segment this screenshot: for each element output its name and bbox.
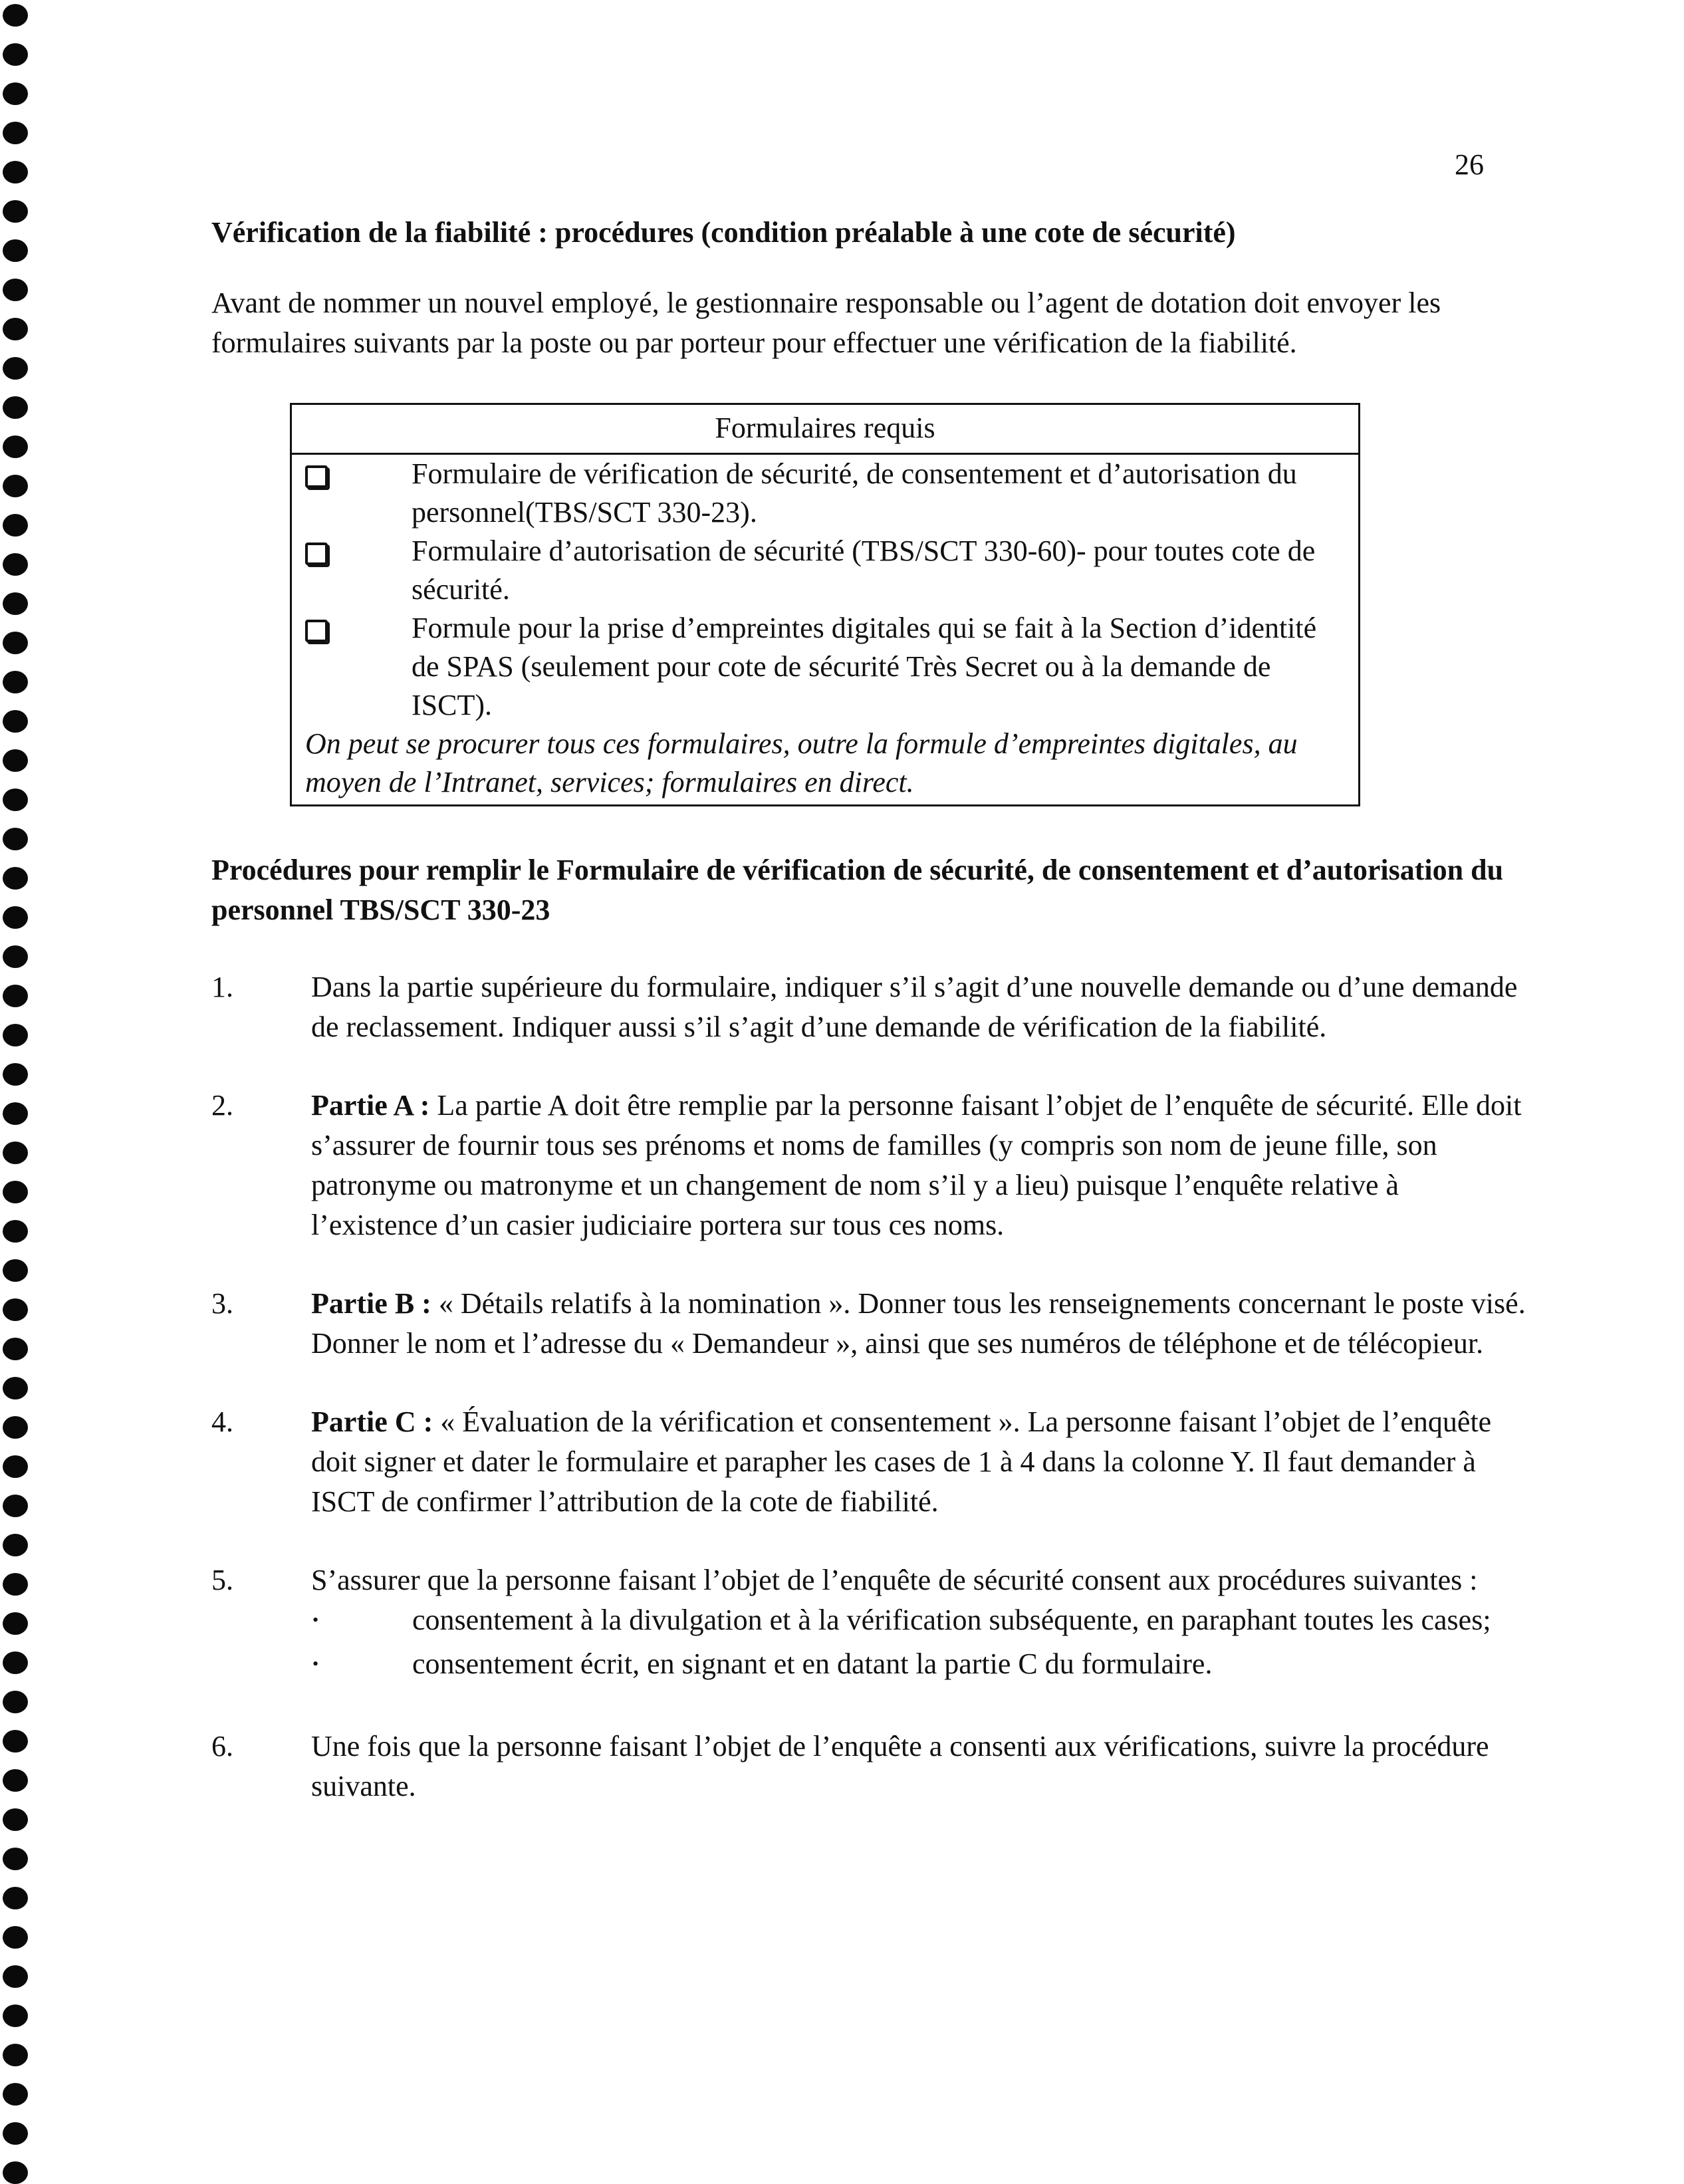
step-label: Partie B : [311, 1287, 431, 1320]
binder-hole-icon [3, 200, 28, 223]
binder-hole-icon [3, 1691, 28, 1713]
step-body [311, 1284, 1528, 1364]
binder-hole-icon [3, 985, 28, 1007]
procedure-step [211, 1402, 1528, 1522]
step-text: Une fois que la personne faisant l’objet de l’enquête a consenti aux vérifications, suivre la procédure suivante. [311, 1730, 1489, 1802]
section-title: Vérification de la fiabilité : procédures (condition préalable à une cote de sécurité) [211, 216, 1236, 249]
step-text: « Évaluation de la vérification et consentement ». La personne faisant l’objet de l’enquête doit signer et dater le formulaire et parapher les cases de 1 à 4 dans la colonne Y. Il faut demander à ISCT de confirmer l’attribution de la cote de fiabilité. [311, 1405, 1492, 1518]
consent-bullets [311, 1600, 1528, 1688]
binder-hole-icon [3, 239, 28, 262]
checkbox-icon [305, 465, 328, 488]
page-number: 26 [1455, 148, 1484, 181]
step-label: Partie A : [311, 1089, 430, 1122]
procedures-heading: Procédures pour remplir le Formulaire de vérification de sécurité, de consentement et d’autorisation du personnel TBS/SCT 330-23 [211, 854, 1504, 926]
binder-hole-icon [3, 1808, 28, 1831]
form-item-text: Formulaire de vérification de sécurité, de consentement et d’autorisation du personnel(TBS/SCT 330-23). [412, 457, 1297, 529]
binder-hole-icon [3, 514, 28, 537]
step-body [311, 1560, 1528, 1688]
binder-hole-icon [3, 1298, 28, 1321]
binder-hole-icon [3, 279, 28, 301]
bullet-text: consentement écrit, en signant et en datant la partie C du formulaire. [412, 1647, 1213, 1680]
binder-hole-icon [3, 867, 28, 890]
binder-hole-icon [3, 122, 28, 144]
binder-hole-icon [3, 43, 28, 66]
binder-hole-icon [3, 1848, 28, 1870]
binder-hole-icon [3, 1416, 28, 1439]
binder-hole-icon [3, 1573, 28, 1596]
binder-hole-icon [3, 1142, 28, 1164]
binder-hole-icon [3, 2004, 28, 2027]
step-number: 4. [211, 1405, 233, 1438]
step-text: Dans la partie supérieure du formulaire, indiquer s’il s’agit d’une nouvelle demande ou d’une demande de reclassement. Indiquer aussi s’il s’agit d’une demande de vérification de la fiabilité. [311, 971, 1518, 1043]
binder-hole-icon [3, 1455, 28, 1478]
binder-hole-icon [3, 1534, 28, 1556]
binder-hole-icon [3, 828, 28, 850]
bullet-item [311, 1600, 1528, 1644]
binder-hole-icon [3, 749, 28, 772]
binder-hole-icon [3, 1338, 28, 1360]
required-forms-box [290, 403, 1360, 806]
binder-hole-icon [3, 1730, 28, 1753]
binder-hole-icon [3, 592, 28, 615]
bullet-item [311, 1644, 1528, 1688]
bullet-icon [311, 1600, 412, 1644]
bullet-text: consentement à la divulgation et à la vérification subséquente, en paraphant toutes les cases; [412, 1604, 1491, 1636]
procedure-step [211, 967, 1528, 1047]
binder-hole-icon [3, 2044, 28, 2066]
binder-hole-icon [3, 82, 28, 105]
procedure-step [211, 1086, 1528, 1245]
binder-hole-icon [3, 2083, 28, 2106]
procedure-step [211, 1560, 1528, 1688]
step-text: S’assurer que la personne faisant l’objet de l’enquête de sécurité consent aux procédures suivantes : [311, 1564, 1478, 1596]
form-item [292, 609, 1358, 725]
form-item-text: Formulaire d’autorisation de sécurité (TBS/SCT 330-60)- pour toutes cote de sécurité. [412, 535, 1316, 606]
binder-hole-icon [3, 1181, 28, 1203]
procedure-steps [211, 967, 1528, 1806]
binder-hole-icon [3, 396, 28, 419]
binder-hole-icon [3, 161, 28, 183]
binder-hole-icon [3, 435, 28, 458]
bullet-icon [311, 1644, 412, 1688]
step-label: Partie C : [311, 1405, 433, 1438]
binder-hole-icon [3, 475, 28, 497]
checkbox-icon [305, 620, 328, 642]
binder-hole-icon [3, 1024, 28, 1046]
intro-paragraph: Avant de nommer un nouvel employé, le gestionnaire responsable ou l’agent de dotation doit envoyer les formulaires suivants par la poste ou par porteur pour effectuer une vérification de la fiabilité. [211, 287, 1441, 359]
binder-holes [0, 0, 40, 2183]
binder-hole-icon [3, 1377, 28, 1399]
binder-hole-icon [3, 632, 28, 654]
binder-hole-icon [3, 671, 28, 693]
binder-hole-icon [3, 1102, 28, 1125]
binder-hole-icon [3, 1612, 28, 1635]
step-text: « Détails relatifs à la nomination ». Donner tous les renseignements concernant le poste visé. Donner le nom et l’adresse du « Demandeur », ainsi que ses numéros de téléphone et de télécopieur. [311, 1287, 1526, 1360]
binder-hole-icon [3, 1769, 28, 1792]
step-body [311, 1086, 1528, 1245]
binder-hole-icon [3, 2161, 28, 2184]
step-number: 3. [211, 1287, 233, 1320]
binder-hole-icon [3, 1259, 28, 1282]
binder-hole-icon [3, 906, 28, 929]
binder-hole-icon [3, 1220, 28, 1243]
binder-hole-icon [3, 789, 28, 811]
step-body [311, 1402, 1528, 1522]
step-number: 6. [211, 1730, 233, 1762]
binder-hole-icon [3, 710, 28, 733]
step-body [311, 1727, 1528, 1806]
required-forms-title: Formulaires requis [292, 405, 1358, 455]
step-text: La partie A doit être remplie par la personne faisant l’objet de l’enquête de sécurité. Elle doit s’assurer de fournir tous ses prénoms et noms de familles (y compris son nom de jeune fille, son patronyme ou matronyme et un changement de nom s’il y a lieu) puisque l’enquête relative à l’existence d’un casier judiciaire portera sur tous ces noms. [311, 1089, 1522, 1241]
document-body [211, 213, 1528, 1806]
binder-hole-icon [3, 1063, 28, 1086]
form-item [292, 532, 1358, 609]
procedure-step [211, 1284, 1528, 1364]
binder-hole-icon [3, 1965, 28, 1988]
step-number: 1. [211, 971, 233, 1003]
binder-hole-icon [3, 357, 28, 380]
binder-hole-icon [3, 945, 28, 968]
binder-hole-icon [3, 318, 28, 340]
checkbox-icon [305, 543, 328, 565]
procedure-step [211, 1727, 1528, 1806]
binder-hole-icon [3, 1495, 28, 1517]
forms-note: On peut se procurer tous ces formulaires, outre la formule d’empreintes digitales, au moyen de l’Intranet, services; formulaires en direct. [305, 727, 1298, 798]
binder-hole-icon [3, 4, 28, 27]
form-item [292, 455, 1358, 532]
binder-hole-icon [3, 553, 28, 576]
binder-hole-icon [3, 1651, 28, 1674]
binder-hole-icon [3, 2122, 28, 2145]
binder-hole-icon [3, 1887, 28, 1909]
binder-hole-icon [3, 1926, 28, 1949]
step-number: 5. [211, 1564, 233, 1596]
step-body [311, 967, 1528, 1047]
step-number: 2. [211, 1089, 233, 1122]
form-item-text: Formule pour la prise d’empreintes digitales qui se fait à la Section d’identité de SPAS (seulement pour cote de sécurité Très Secret ou à la demande de ISCT). [412, 612, 1317, 721]
